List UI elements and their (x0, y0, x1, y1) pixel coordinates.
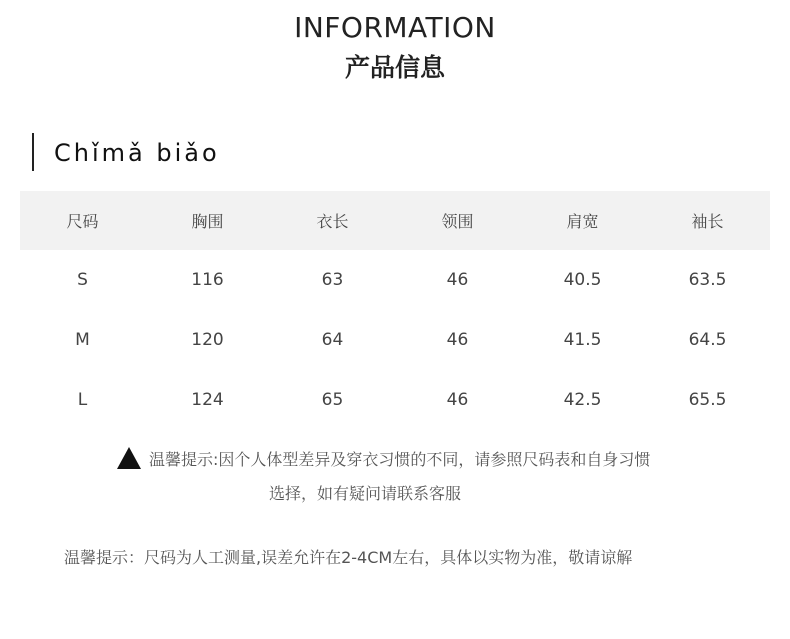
table-cell: 42.5 (563, 390, 602, 410)
table-header-cell: 尺码 (66, 212, 99, 231)
table-cell: L (77, 390, 88, 410)
table-cell: 64 (321, 330, 344, 350)
table-header-row (20, 191, 770, 250)
table-header-cell: 肩宽 (566, 212, 599, 231)
table-cell: 64.5 (688, 330, 727, 350)
measurement-footnote: 温馨提示：尺码为人工测量,误差允许在2-4CM左右，具体以实物为准，敬请谅解 (64, 548, 633, 567)
table-header-cell: 领围 (441, 212, 474, 231)
table-header-cell: 胸围 (191, 212, 224, 231)
table-cell: 46 (446, 330, 469, 350)
table-header-cell: 袖长 (691, 212, 724, 231)
table-row (20, 250, 770, 310)
table-header-cell: 衣长 (316, 212, 349, 231)
notice-text-line-2: 选择，如有疑问请联系客服 (268, 484, 461, 503)
notice-line-1 (117, 444, 650, 472)
section-title: Chǐmǎ biǎo (54, 139, 220, 167)
table-cell: 116 (191, 270, 224, 290)
table-cell: S (77, 270, 88, 290)
page-title-en: INFORMATION (294, 11, 496, 44)
table-row (20, 370, 770, 430)
table-cell: 46 (446, 270, 469, 290)
warning-triangle-icon (117, 447, 141, 469)
table-cell: 40.5 (563, 270, 602, 290)
table-cell: 63 (321, 270, 344, 290)
size-table (20, 191, 770, 430)
page-title-cn: 产品信息 (344, 53, 445, 82)
table-cell: 124 (191, 390, 224, 410)
table-cell: 46 (446, 390, 469, 410)
section-accent-bar (32, 133, 34, 171)
table-cell: 65.5 (688, 390, 727, 410)
table-cell: 41.5 (563, 330, 602, 350)
notice-text-line-1: 温馨提示:因个人体型差异及穿衣习惯的不同，请参照尺码表和自身习惯 (149, 449, 651, 469)
table-cell: M (75, 330, 90, 350)
table-row (20, 310, 770, 370)
table-cell: 63.5 (688, 270, 727, 290)
table-cell: 65 (321, 390, 344, 410)
table-cell: 120 (191, 330, 224, 350)
